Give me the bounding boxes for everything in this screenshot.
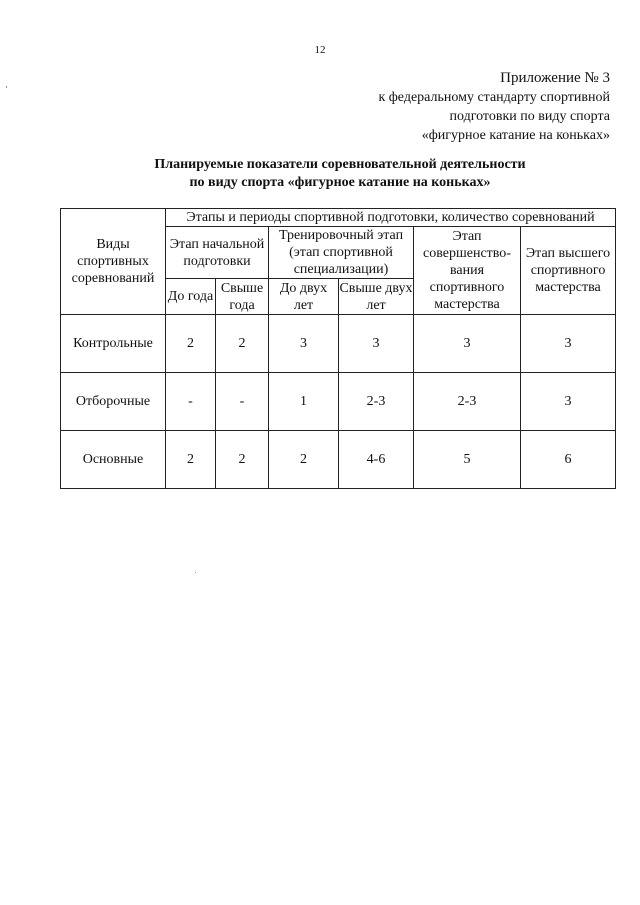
value-cell: 2 bbox=[269, 431, 339, 489]
competition-type-cell: Основные bbox=[61, 431, 166, 489]
value-cell: - bbox=[166, 373, 216, 431]
value-cell: 2-3 bbox=[414, 373, 521, 431]
stage-initial-header: Этап начальной подготовки bbox=[166, 227, 269, 279]
value-cell: 1 bbox=[269, 373, 339, 431]
value-cell: 3 bbox=[269, 315, 339, 373]
document-title bbox=[0, 156, 640, 192]
title-line: Планируемые показатели соревновательной деятельности bbox=[154, 157, 526, 172]
value-cell: 3 bbox=[521, 315, 616, 373]
top-header-cell: Этапы и периоды спортивной подготовки, количество соревнований bbox=[166, 209, 616, 227]
scan-mark bbox=[195, 572, 196, 573]
appendix-line: Приложение № 3 bbox=[500, 70, 610, 86]
value-cell: 2 bbox=[216, 315, 269, 373]
competition-type-cell: Отборочные bbox=[61, 373, 166, 431]
value-cell: 3 bbox=[414, 315, 521, 373]
value-cell: 2 bbox=[216, 431, 269, 489]
value-cell: - bbox=[216, 373, 269, 431]
appendix-header bbox=[378, 69, 610, 145]
title-line: по виду спорта «фигурное катание на коньках» bbox=[189, 175, 491, 190]
appendix-line: «фигурное катание на коньках» bbox=[421, 128, 610, 143]
row-header-cell: Виды спортивных соревнований bbox=[61, 209, 166, 315]
stage-higher-header: Этап высшего спортивного мастерства bbox=[521, 227, 616, 315]
table-row bbox=[61, 315, 616, 373]
value-cell: 4-6 bbox=[339, 431, 414, 489]
period-header: Свыше двух лет bbox=[339, 280, 413, 313]
scan-mark bbox=[6, 86, 7, 88]
table-row bbox=[61, 431, 616, 489]
value-cell: 2 bbox=[166, 431, 216, 489]
period-header: До двух лет bbox=[269, 279, 339, 315]
period-header: До года bbox=[166, 279, 216, 315]
value-cell: 5 bbox=[414, 431, 521, 489]
table-row bbox=[61, 373, 616, 431]
period-header: Свыше года bbox=[216, 279, 269, 315]
stage-training-header: Тренировочный этап (этап спортивной специализации) bbox=[269, 227, 414, 279]
competition-table bbox=[60, 208, 616, 489]
stage-improvement-header: Этап совершенство-вания спортивного мастерства bbox=[414, 227, 521, 315]
value-cell: 3 bbox=[521, 373, 616, 431]
value-cell: 2 bbox=[166, 315, 216, 373]
competition-type-cell: Контрольные bbox=[61, 315, 166, 373]
appendix-line: к федеральному стандарту спортивной bbox=[378, 90, 610, 105]
value-cell: 6 bbox=[521, 431, 616, 489]
appendix-line: подготовки по виду спорта bbox=[449, 109, 610, 124]
value-cell: 3 bbox=[339, 315, 414, 373]
value-cell: 2-3 bbox=[339, 373, 414, 431]
page-number: 12 bbox=[314, 44, 326, 56]
